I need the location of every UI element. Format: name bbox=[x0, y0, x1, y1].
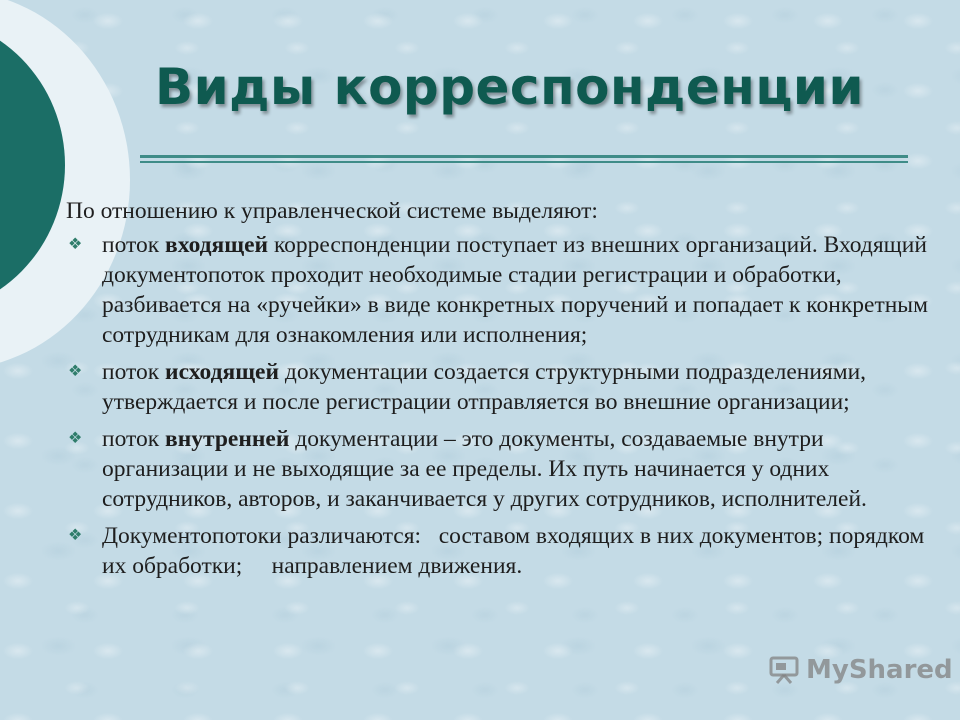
bullet-list bbox=[66, 230, 942, 581]
item-text-post: документации создается структурными подразделениями, утверждается и после регистрации отправляется во внешние организации; bbox=[102, 359, 867, 415]
presentation-board-icon bbox=[768, 655, 802, 685]
item-text-pre: поток bbox=[102, 359, 166, 385]
list-item bbox=[66, 424, 942, 514]
slide-body bbox=[66, 196, 942, 588]
item-text-pre: поток bbox=[102, 232, 166, 258]
slide-title: Виды корреспонденции bbox=[155, 58, 864, 116]
intro-text: По отношению к управленческой системе выделяют: bbox=[66, 198, 598, 224]
item-text-bold: исходящей bbox=[165, 359, 280, 385]
diamond-bullet-icon: ❖ bbox=[68, 236, 83, 253]
item-text-pre: Документопотоки различаются: составом входящих в них документов; порядком их обработки; направлением движения. bbox=[102, 523, 931, 579]
item-text-post: документации – это документы, создаваемые внутри организации и не выходящие за ее пределы. Их путь начинается у одних сотрудников, авторов, и заканчивается у других сотрудников, исполнителей. bbox=[102, 426, 867, 512]
watermark-text: MyShared bbox=[806, 655, 953, 685]
title-underline bbox=[140, 155, 908, 163]
list-item bbox=[66, 230, 942, 350]
diamond-bullet-icon: ❖ bbox=[68, 430, 83, 447]
list-item bbox=[66, 357, 942, 417]
item-text-bold: входящей bbox=[165, 232, 269, 258]
diamond-bullet-icon: ❖ bbox=[68, 363, 83, 380]
diamond-bullet-icon: ❖ bbox=[68, 527, 83, 544]
watermark-logo bbox=[768, 655, 953, 685]
item-text-bold: внутренней bbox=[165, 426, 290, 452]
item-text-post: корреспонденции поступает из внешних организаций. Входящий документопоток проходит необходимые стадии регистрации и обработки, разбивается на «ручейки» в виде конкретных поручений и попадает к конкретным сотрудникам для ознакомления или исполнения; bbox=[102, 232, 928, 348]
item-text-pre: поток bbox=[102, 426, 166, 452]
list-item bbox=[66, 521, 942, 581]
